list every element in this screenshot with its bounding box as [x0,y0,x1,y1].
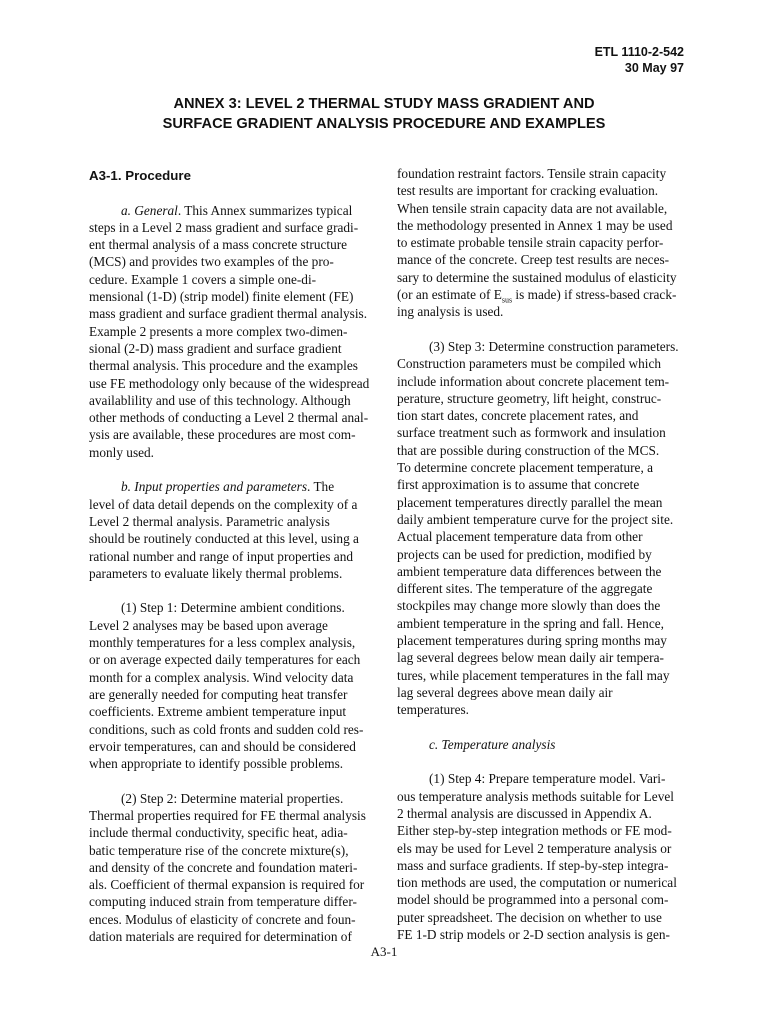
text-line: the methodology presented in Annex 1 may be used [397,217,673,233]
text-line: model should be programmed into a personal com- [397,892,669,908]
text-line: ervoir temperatures, can and should be considered [89,738,356,754]
text-line: to estimate probable tensile strain capacity perfor- [397,235,664,251]
text-line: surface treatment such as formwork and insulation [397,425,666,441]
text-line: thermal analysis. This procedure and the examples [89,358,358,374]
paragraph-a-general [89,202,371,461]
text-line: other methods of conducting a Level 2 thermal anal- [89,410,369,426]
text-line: sional (2-D) mass gradient and surface gradient [89,340,342,356]
text-line: placement temperatures during spring months may [397,633,667,649]
text-line: tion methods are used, the computation or numerical [397,875,677,891]
text-line: cedure. Example 1 covers a simple one-di- [89,271,317,287]
text-line: To determine concrete placement temperature, a [397,460,654,476]
text-line: els may be used for Level 2 temperature analysis or [397,840,672,856]
document-header [595,44,684,76]
text-line: Thermal properties required for FE thermal analysis [89,807,366,823]
text-line: Construction parameters must be compiled which [397,356,662,372]
document-date: 30 May 97 [624,61,684,75]
text-line: When tensile strain capacity data are not available, [397,200,668,216]
paragraph-c-label: c. Temperature analysis [429,736,556,752]
page-number: A3-1 [370,944,398,959]
text-line: parameters to evaluate likely thermal problems. [89,565,343,581]
document-number: ETL 1110-2-542 [594,45,684,59]
text-line: rational number and range of input properties and [89,548,354,564]
text-line: placement temperatures directly parallel the mean [397,494,663,510]
text-line: Level 2 thermal analysis. Parametric analysis [89,513,330,529]
text-line: 2 thermal analysis are discussed in Appendix A. [397,805,652,821]
text-line: (2) Step 2: Determine material properties. [121,790,344,806]
paragraph-step-3 [397,338,683,719]
text-line: are generally needed for computing heat transfer [89,686,348,702]
section-heading: A3-1. Procedure [89,168,191,183]
text-line: FE 1-D strip models or 2-D section analysis is gen- [397,927,670,943]
text-line: Either step-by-step integration methods or FE mod- [397,823,672,839]
text-line: batic temperature rise of the concrete mixture(s), [89,842,349,858]
annex-title-line-2: SURFACE GRADIENT ANALYSIS PROCEDURE AND EXAMPLES [162,116,606,132]
text-line: monly used. [89,444,155,460]
text-line: (1) Step 1: Determine ambient conditions. [121,600,345,616]
paragraph-step-2-continued [397,165,683,321]
text-line: puter spreadsheet. The decision on whether to use [397,909,662,925]
text-line: (1) Step 4: Prepare temperature model. Vari- [429,771,666,787]
text-line: monthly temperatures for a less complex analysis, [89,635,356,651]
text-line: when appropriate to identify possible problems. [89,756,344,772]
paragraph-b-input-properties [89,478,371,582]
paragraph-a-first-line: a. General. This Annex summarizes typical [121,202,353,218]
right-column [397,165,683,943]
esus-line: (or an estimate of $E_{sus}$ is made) if stress-based crack- [397,287,677,305]
text-line: or on average expected daily temperatures for each [89,652,361,668]
text-line: foundation restraint factors. Tensile strain capacity [397,166,667,181]
paragraph-step-2-last-line: ing analysis is used. [397,304,504,320]
text-line: perature, structure geometry, lift height, construc- [397,390,662,406]
text-line: (3) Step 3: Determine construction parameters. [429,338,679,354]
text-line: ysis are available, these procedures are most com- [89,427,356,443]
annex-title-line-1: ANNEX 3: LEVEL 2 THERMAL STUDY MASS GRADIENT AND [173,96,595,112]
paragraph-step-1 [89,599,371,772]
paragraph-step-2 [89,790,371,946]
text-line: Level 2 analyses may be based upon average [89,617,328,633]
text-line: mass and surface gradients. If step-by-step integra- [397,857,669,873]
text-line: projects can be used for prediction, modified by [397,546,652,562]
text-line: that are possible during construction of the MCS. [397,442,660,458]
text-line: first approximation is to assume that concrete [397,477,640,493]
text-line: coefficients. Extreme ambient temperature input [89,704,347,720]
text-line: lag several degrees above mean daily air [397,684,613,700]
left-column [89,163,371,945]
annex-title [0,94,768,134]
text-line: different sites. The temperature of the aggregate [397,581,653,597]
text-line: temperatures. [397,702,469,718]
text-line: steps in a Level 2 mass gradient and surface gradi- [89,219,359,235]
text-line: daily ambient temperature curve for the project site. [397,511,674,527]
text-line: computing induced strain from temperature differ- [89,894,357,910]
text-line: mance of the concrete. Creep test results are neces- [397,252,670,268]
text-line: dation materials are required for determination of [89,929,352,945]
text-line: ambient temperature data differences between the [397,563,662,579]
text-line: include thermal conductivity, specific heat, adia- [89,825,348,841]
text-line: mass gradient and surface gradient thermal analysis. [89,306,368,322]
text-line: use FE methodology only because of the widespread [89,375,370,391]
paragraph-step-4 [397,770,683,943]
text-line: include information about concrete placement tem- [397,373,670,389]
text-line: ent thermal analysis of a mass concrete structure [89,237,348,253]
text-line: test results are important for cracking evaluation. [397,183,659,199]
text-line: level of data detail depends on the complexity of a [89,496,358,512]
text-line: ambient temperature in the spring and fall. Hence, [397,615,664,631]
text-line: ous temperature analysis methods suitable for Level [397,788,674,804]
text-line: availablility and use of this technology. Although [89,392,351,408]
text-line: ences. Modulus of elasticity of concrete and foun- [89,911,356,927]
text-line: mensional (1-D) (strip model) finite element (FE) [89,289,354,305]
text-line: als. Coefficient of thermal expansion is required for [89,877,365,893]
text-line: Actual placement temperature data from other [397,529,643,545]
text-line: should be routinely conducted at this level, using a [89,531,359,547]
text-line: Example 2 presents a more complex two-dimen- [89,323,348,339]
text-line: lag several degrees below mean daily air tempera- [397,650,664,666]
paragraph-a-label: a. General [121,202,178,218]
text-line: tures, while placement temperatures in the fall may [397,667,670,683]
text-line: sary to determine the sustained modulus of elasticity [397,269,677,285]
paragraph-b-label: b. Input properties and parameters [121,479,308,495]
text-line: tion start dates, concrete placement rates, and [397,408,639,424]
text-line: stockpiles may change more slowly than does the [397,598,661,614]
esus-subscript: sus [501,295,513,305]
text-line: conditions, such as cold fronts and sudden cold res- [89,721,364,737]
text-line: and density of the concrete and foundation materi- [89,859,358,875]
text-line: (MCS) and provides two examples of the pro- [89,254,334,270]
paragraph-b-first-line: b. Input properties and parameters. The [121,479,335,495]
text-line: month for a complex analysis. Wind velocity data [89,669,354,685]
